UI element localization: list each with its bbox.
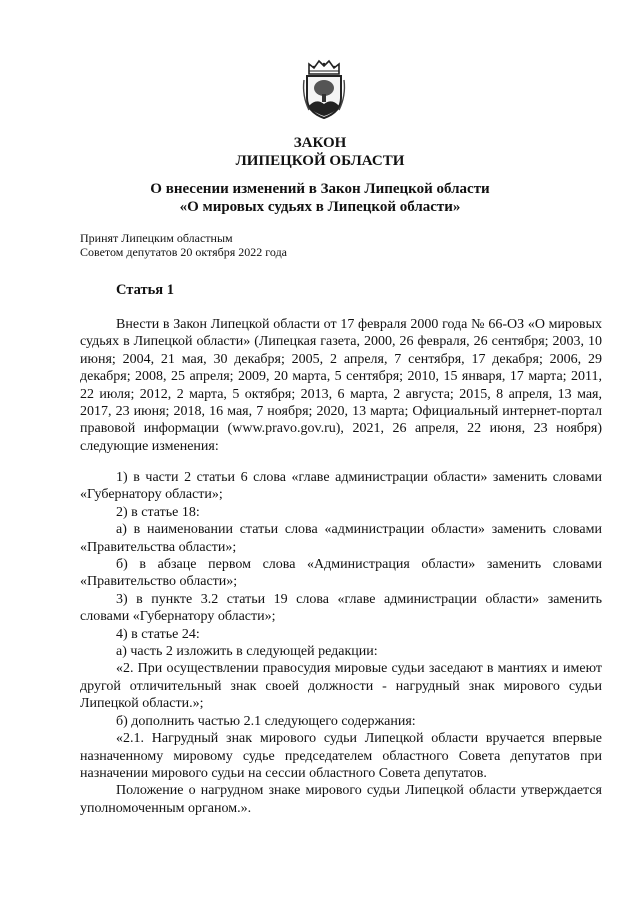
adoption-line: Принят Липецким областным xyxy=(80,231,233,245)
law-subject-line2: «О мировых судьях в Липецкой области» xyxy=(179,199,461,215)
amendments-list xyxy=(80,469,602,817)
amendment-item: 3) в пункте 3.2 статьи 19 слова «главе администрации области» заменить словами «Губернатору области»; xyxy=(80,591,602,625)
adoption-note xyxy=(80,231,287,259)
amendment-item: 1) в части 2 статьи 6 слова «главе администрации области» заменить словами «Губернатору области»; xyxy=(80,470,602,503)
amendment-item: а) часть 2 изложить в следующей редакции: xyxy=(116,644,378,660)
amendment-item: а) в наименовании статьи слова «администрации области» заменить словами «Правительства области»; xyxy=(80,522,602,555)
adoption-line: Советом депутатов 20 октября 2022 года xyxy=(80,245,287,259)
amendment-item: 4) в статье 24: xyxy=(116,626,200,642)
amendment-item: «2. При осуществлении правосудия мировые судьи заседают в мантиях и имеют другой отличительный знак своей должности - нагрудный знак мирового судьи Липецкой области.»; xyxy=(80,661,602,712)
amendment-item: б) в абзаце первом слова «Администрация области» заменить словами «Правительство области»; xyxy=(80,557,602,590)
article-title: Статья 1 xyxy=(116,282,174,298)
amendment-item: «2.1. Нагрудный знак мирового судьи Липецкой области вручается впервые назначенному мировому судье председателем областного Совета депутатов при назначении мирового судьи на сессии областного Совета депутатов. xyxy=(80,731,602,781)
law-subject-line1: О внесении изменений в Закон Липецкой области xyxy=(150,181,490,197)
law-title: ЗАКОН xyxy=(293,135,347,151)
article-intro: Внести в Закон Липецкой области от 17 февраля 2000 года № 66-ОЗ «О мировых судьях в Липецкой области» (Липецкая газета, 2000, 26 февраля, 26 сентября; 2003, 10 июня; 2004, 21 мая, 30 декабря; 2005, 2 апреля, 7 сентября, 17 декабря; 2006, 29 декабря; 2008, 25 апреля; 2009, 20 марта, 5 сентября; 2010, 15 января, 17 марта; 2011, 22 июля; 2012, 2 марта, 5 октября; 2013, 6 марта, 2 августа; 2015, 8 апреля, 13 мая, 2017, 23 июня; 2018, 16 мая, 7 ноября; 2020, 13 марта; Официальный интернет-портал правовой информации (www.pravo.gov.ru), 2021, 26 апреля, 22 июня, 23 ноября) следующие изменения: xyxy=(80,317,602,454)
law-region: ЛИПЕЦКОЙ ОБЛАСТИ xyxy=(235,153,405,169)
amendment-item: Положение о нагрудном знаке мирового судьи Липецкой области утверждается уполномоченным органом.». xyxy=(80,783,602,816)
lipetsk-coat-of-arms-icon xyxy=(301,58,347,120)
amendment-item: 2) в статье 18: xyxy=(116,504,200,520)
amendment-item: б) дополнить частью 2.1 следующего содержания: xyxy=(116,713,416,729)
